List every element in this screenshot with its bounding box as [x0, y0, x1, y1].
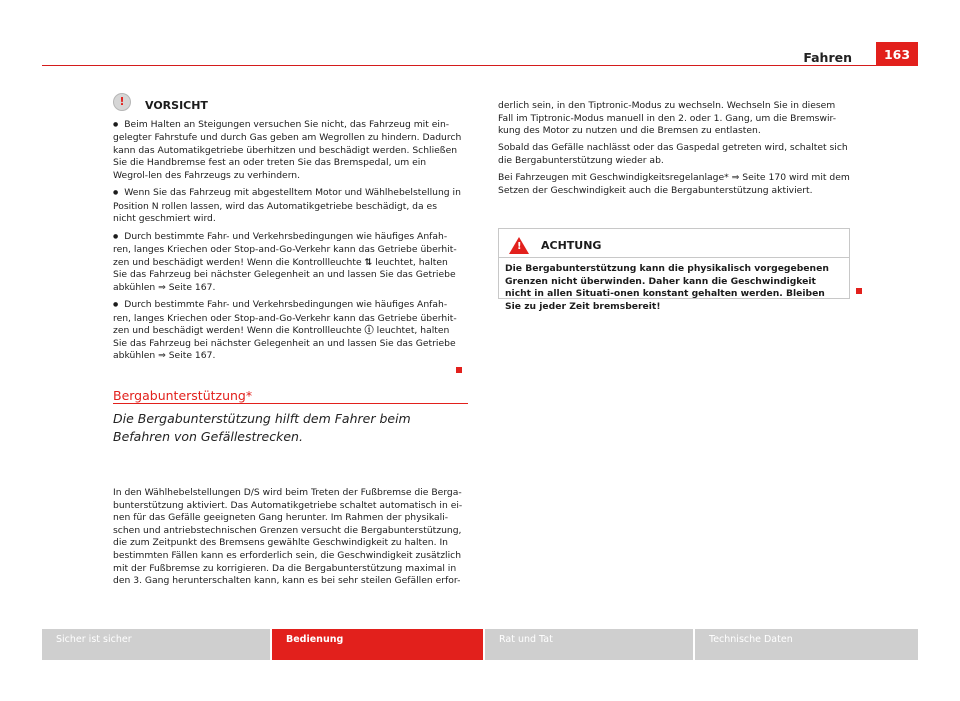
warning-item: ● Durch bestimmte Fahr- und Verkehrsbedingungen wie häufiges Anfah-ren, langes Kriechen oder Stop-and-Go-Verkehr kann das Getriebe überhit-zen und beschädigt werden! Wenn die Kontrollleuchte ⓘ leuchtet, halten Sie das Fahrzeug bei nächster Gelegenheit an und lassen Sie das Getriebe abkühlen ⇒ Seite 167.: [113, 299, 462, 363]
footer-tab-operation[interactable]: Bedienung: [272, 629, 483, 660]
section-heading-rule: [113, 403, 468, 404]
footer-tab-safety[interactable]: Sicher ist sicher: [42, 629, 270, 660]
right-column: [498, 100, 853, 202]
warning-item: ● Wenn Sie das Fahrzeug mit abgestelltem Motor und Wählhebelstellung in Position N rollen lassen, wird das Automatikgetriebe beschädigt, da es nicht geschmiert wird.: [113, 187, 462, 226]
section-end-mark: [856, 288, 862, 294]
header-rule: [42, 65, 918, 66]
page-section-title: Fahren: [803, 50, 852, 65]
warning-title: VORSICHT: [145, 99, 208, 112]
gearbox-info-icon: ⓘ: [364, 325, 374, 337]
caution-text: Die Bergabunterstützung kann die physikalisch vorgegebenen Grenzen nicht überwinden. Daher kann die Geschwindigkeit nicht in allen Situati-onen konstant gehalten werden. Bleiben Sie zu jeder Zeit bremsbereit!: [505, 263, 829, 312]
warning-triangle-icon: !: [509, 237, 529, 254]
paragraph: Bei Fahrzeugen mit Geschwindigkeitsregelanlage* ⇒ Seite 170 wird mit dem Setzen der Geschwindigkeit auch die Bergabunterstützung aktiviert.: [498, 172, 850, 196]
caution-box: [498, 228, 850, 312]
warning-block: [42, 95, 462, 368]
gearbox-warning-icon: ⇅: [364, 256, 373, 268]
warning-item: ● Beim Halten an Steigungen versuchen Sie nicht, das Fahrzeug mit ein-gelegter Fahrstufe und durch Gas geben am Wegrollen zu hindern. Dadurch kann das Automatikgetriebe überhitzen und beschädigt werden. Schließen Sie die Handbremse fest an oder treten Sie das Bremspedal, um ein Wegrol-len des Fahrzeugs zu verhindern.: [113, 119, 462, 183]
footer-tab-advice[interactable]: Rat und Tat: [485, 629, 693, 660]
warning-circle-icon: !: [113, 93, 131, 111]
footer-tab-technical-data[interactable]: Technische Daten: [695, 629, 918, 660]
section-heading: Bergabunterstützung*: [113, 388, 253, 403]
warning-item: ● Durch bestimmte Fahr- und Verkehrsbedingungen wie häufiges Anfah-ren, langes Kriechen oder Stop-and-Go-Verkehr kann das Getriebe überhit-zen und beschädigt werden! Wenn die Kontrollleuchte ⇅ leuchtet, halten Sie das Fahrzeug bei nächster Gelegenheit an und lassen Sie das Getriebe abkühlen ⇒ Seite 167.: [113, 231, 462, 295]
paragraph: derlich sein, in den Tiptronic-Modus zu wechseln. Wechseln Sie in diesem Fall im Tiptronic-Modus manuell in den 2. oder 1. Gang, um die Bremswir-kung des Motor zu nutzen und die Bremsen zu entlasten.: [498, 100, 837, 137]
section-paragraph: In den Wählhebelstellungen D/S wird beim Treten der Fußbremse die Berga-bunterstützung aktiviert. Das Automatikgetriebe schaltet automatisch in ei-nen für das Gefälle geeigneten Gang herunter. Im Rahmen der physikali-schen und antriebstechnischen Grenzen versucht die Bergabunterstützung, die zum Zeitpunkt des Bremsens gewählte Geschwindigkeit zu halten. In bestimmten Fällen kann es erforderlich sein, die Geschwindigkeit zusätzlich mit der Fußbremse zu korrigieren. Da die Bergabunterstützung maximal in den 3. Gang herunterschalten kann, kann es bei sehr steilen Gefällen erfor-: [113, 487, 463, 587]
caution-title: ACHTUNG: [541, 238, 602, 252]
section-end-mark: [456, 367, 462, 373]
section-intro: Die Bergabunterstützung hilft dem Fahrer beim Befahren von Gefällestrecken.: [113, 411, 411, 444]
section-body: [113, 487, 468, 592]
paragraph: Sobald das Gefälle nachlässt oder das Gaspedal getreten wird, schaltet sich die Bergabunterstützung wieder ab.: [498, 142, 848, 166]
page-number: 163: [876, 42, 918, 66]
